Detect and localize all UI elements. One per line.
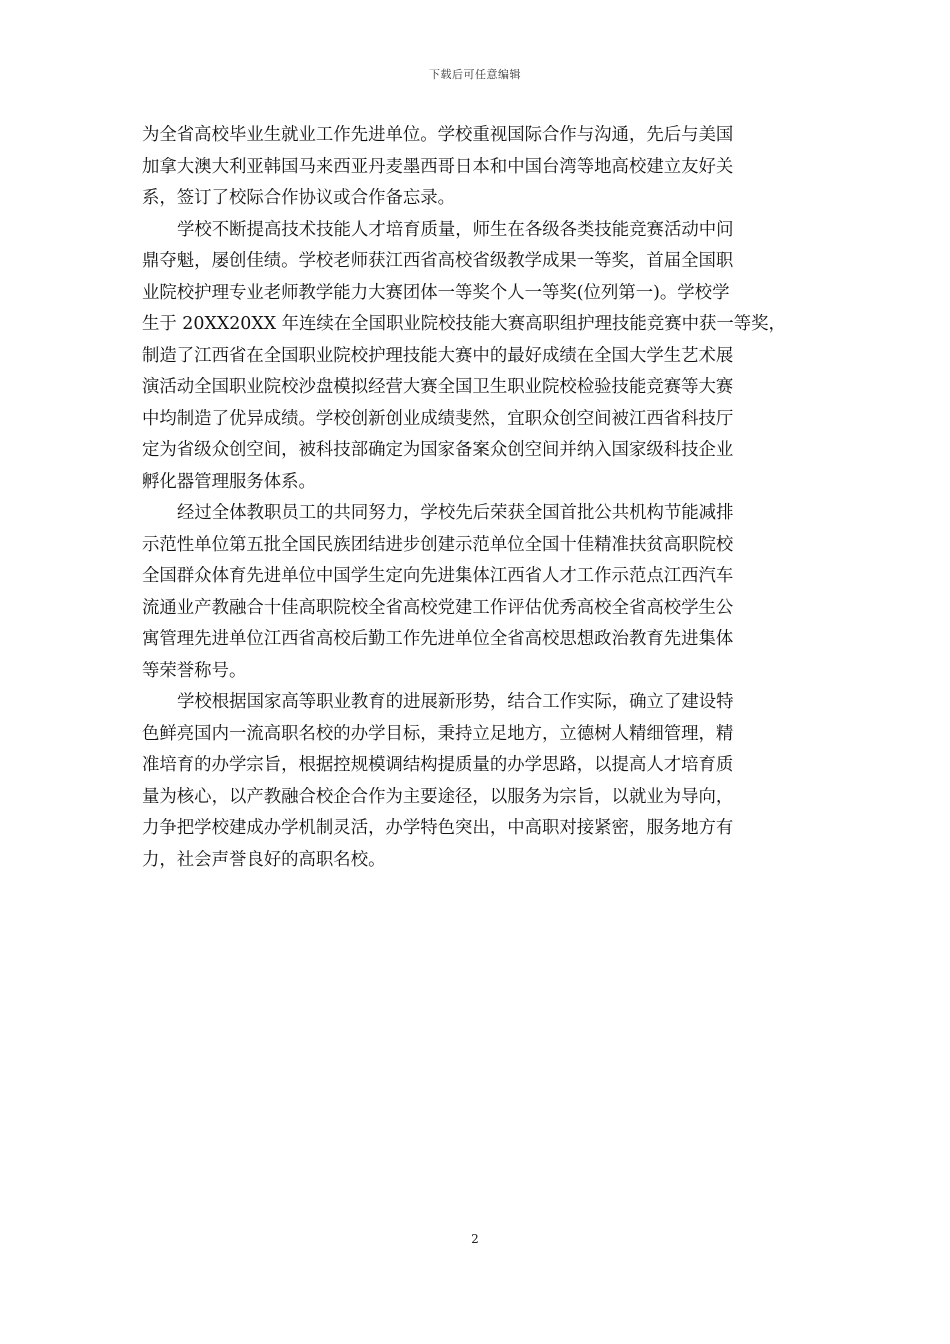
paragraph-line: 等荣誉称号。 <box>142 660 247 681</box>
paragraph-line: 业院校护理专业老师教学能力大赛团体一等奖个人一等奖(位列第一)。学校学 <box>142 282 730 303</box>
page-header: 下载后可任意编辑 <box>429 68 521 81</box>
paragraph <box>142 498 812 687</box>
paragraph-line: 演活动全国职业院校沙盘模拟经营大赛全国卫生职业院校检验技能竞赛等大赛 <box>142 377 734 397</box>
paragraph-line: 系，签订了校际合作协议或合作备忘录。 <box>142 188 456 208</box>
paragraph-line: 色鲜亮国内一流高职名校的办学目标，秉持立足地方，立德树人精细管理，精 <box>142 723 734 744</box>
paragraph-line: 为全省高校毕业生就业工作先进单位。学校重视国际合作与沟通，先后与美国 <box>142 125 734 145</box>
paragraph-line: 定为省级众创空间，被科技部确定为国家备案众创空间并纳入国家级科技企业 <box>142 440 734 460</box>
paragraph-line: 学校不断提高技术技能人才培育质量，师生在各级各类技能竞赛活动中问 <box>177 219 734 240</box>
page-number: 2 <box>471 1232 479 1246</box>
paragraph-line: 力争把学校建成办学机制灵活，办学特色突出，中高职对接紧密，服务地方有 <box>142 818 734 838</box>
paragraph-line: 经过全体教职员工的共同努力，学校先后荣获全国首批公共机构节能减排 <box>177 503 734 523</box>
paragraph-line: 学校根据国家高等职业教育的进展新形势，结合工作实际，确立了建设特 <box>177 692 734 712</box>
paragraph-line: 鼎夺魁，屡创佳绩。学校老师获江西省高校省级教学成果一等奖，首届全国职 <box>142 251 734 271</box>
paragraph-line: 寓管理先进单位江西省高校后勤工作先进单位全省高校思想政治教育先进集体 <box>142 629 734 649</box>
paragraph-line: 制造了江西省在全国职业院校护理技能大赛中的最好成绩在全国大学生艺术展 <box>142 345 734 366</box>
paragraph-line: 全国群众体育先进单位中国学生定向先进集体江西省人才工作示范点江西汽车 <box>142 566 734 586</box>
document-body <box>142 120 812 876</box>
paragraph-line: 孵化器管理服务体系。 <box>142 471 316 492</box>
paragraph-line: 流通业产教融合十佳高职院校全省高校党建工作评估优秀高校全省高校学生公 <box>142 597 734 618</box>
paragraph-line: 生于 20XX20XX 年连续在全国职业院校技能大赛高职组护理技能竞赛中获一等奖， <box>142 314 786 334</box>
paragraph <box>142 120 812 215</box>
paragraph <box>142 687 812 876</box>
paragraph-line: 中均制造了优异成绩。学校创新创业成绩斐然，宜职众创空间被江西省科技厅 <box>142 408 734 429</box>
paragraph-line: 示范性单位第五批全国民族团结进步创建示范单位全国十佳精准扶贫高职院校 <box>142 534 734 555</box>
paragraph-line: 力，社会声誉良好的高职名校。 <box>142 849 386 870</box>
paragraph <box>142 215 812 499</box>
paragraph-line: 加拿大澳大利亚韩国马来西亚丹麦墨西哥日本和中国台湾等地高校建立友好关 <box>142 156 734 177</box>
paragraph-line: 量为核心，以产教融合校企合作为主要途径，以服务为宗旨，以就业为导向， <box>142 786 734 807</box>
paragraph-line: 准培育的办学宗旨，根据控规模调结构提质量的办学思路，以提高人才培育质 <box>142 755 734 775</box>
